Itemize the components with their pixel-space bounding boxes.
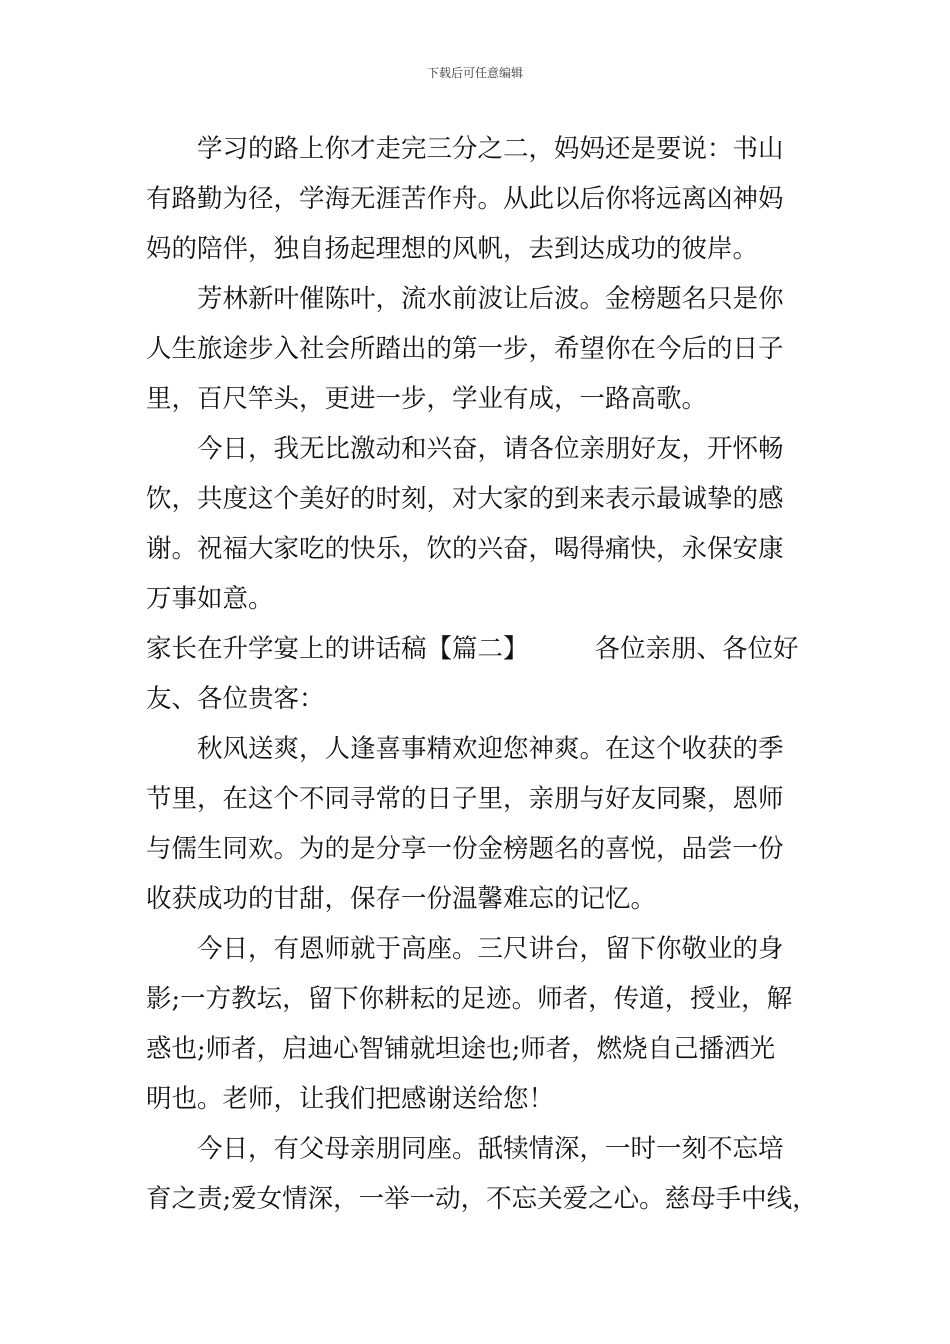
text-line: 妈的陪伴，独自扬起理想的风帆，去到达成功的彼岸。: [146, 234, 759, 264]
document-body: [146, 124, 818, 1224]
text-line: 育之责;爱女情深，一举一动，不忘关爱之心。慈母手中线，: [146, 1184, 818, 1214]
text-line: 节里，在这个不同寻常的日子里，亲朋与好友同聚，恩师: [146, 784, 784, 814]
paragraph: [146, 924, 810, 1124]
text-line: 今日，我无比激动和兴奋，请各位亲朋好友，开怀畅: [197, 434, 784, 464]
section-heading: 家长在升学宴上的讲话稿【篇二】: [146, 634, 529, 664]
text-line: 今日，有父母亲朋同座。舐犊情深，一时一刻不忘培: [197, 1134, 784, 1164]
text-line: 秋风送爽，人逢喜事精欢迎您神爽。在这个收获的季: [197, 734, 784, 764]
paragraph: [146, 1124, 818, 1224]
paragraph: [146, 274, 810, 424]
text-line: 影;一方教坛，留下你耕耘的足迹。师者，传道，授业，解: [146, 984, 793, 1014]
text-line: 惑也;师者，启迪心智铺就坦途也;师者，燃烧自己播洒光: [146, 1034, 776, 1064]
page-header: 下载后可任意编辑: [426, 66, 523, 80]
text-line: 饮，共度这个美好的时刻，对大家的到来表示最诚挚的感: [146, 484, 784, 514]
text-line: 收获成功的甘甜，保存一份温馨难忘的记忆。: [146, 884, 657, 914]
section-heading-paragraph: [146, 624, 810, 724]
paragraph: [146, 424, 810, 624]
text-line: 今日，有恩师就于高座。三尺讲台，留下你敬业的身: [197, 934, 784, 964]
text-line: 友、各位贵客：: [146, 684, 325, 714]
text-line: 人生旅途步入社会所踏出的第一步，希望你在今后的日子: [146, 334, 784, 364]
text-line: 与儒生同欢。为的是分享一份金榜题名的喜悦，品尝一份: [146, 834, 784, 864]
heading-line: [146, 624, 810, 674]
text-line: 谢。祝福大家吃的快乐，饮的兴奋，喝得痛快，永保安康: [146, 534, 784, 564]
text-line: 学习的路上你才走完三分之二，妈妈还是要说：书山: [197, 134, 784, 164]
salutation-start: 各位亲朋、各位好: [594, 634, 799, 664]
text-line: 明也。老师，让我们把感谢送给您！: [146, 1084, 555, 1114]
text-line: 万事如意。: [146, 584, 274, 614]
paragraph: [146, 124, 810, 274]
text-line: 有路勤为径，学海无涯苦作舟。从此以后你将远离凶神妈: [146, 184, 784, 214]
text-line: 芳林新叶催陈叶，流水前波让后波。金榜题名只是你: [197, 284, 784, 314]
paragraph: [146, 724, 810, 924]
text-line: 里，百尺竿头，更进一步，学业有成，一路高歌。: [146, 384, 708, 414]
